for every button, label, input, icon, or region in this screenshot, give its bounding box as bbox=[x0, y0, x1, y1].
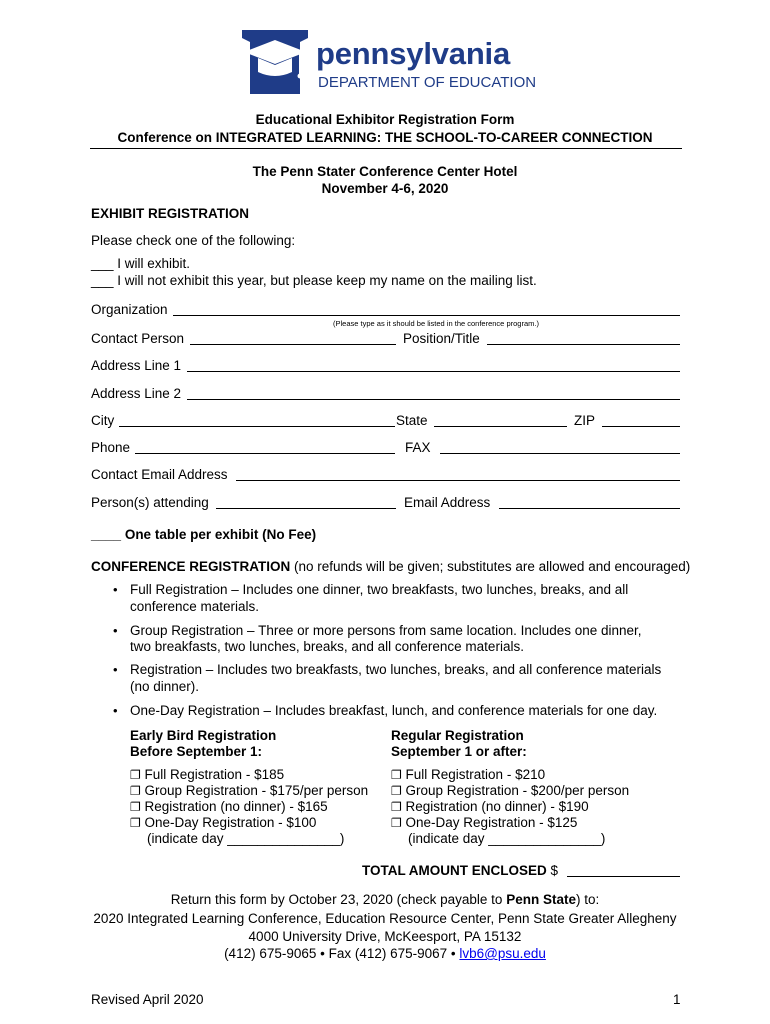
city-field[interactable] bbox=[119, 414, 395, 427]
bullet-text: Group Registration – Three or more persons from same location. Includes one dinner, bbox=[130, 623, 642, 638]
keystone-mortarboard-icon bbox=[238, 28, 312, 98]
contact-email-field[interactable] bbox=[236, 468, 680, 481]
checkbox-icon[interactable]: ❐ bbox=[391, 816, 402, 830]
total-label-text: TOTAL AMOUNT ENCLOSED bbox=[362, 863, 547, 878]
phone-field[interactable] bbox=[135, 441, 395, 454]
early-option-full[interactable]: ❐ Full Registration - $185 bbox=[130, 767, 285, 782]
position-title-field[interactable] bbox=[487, 332, 680, 345]
page-number: 1 bbox=[673, 992, 681, 1007]
return-line-4: (412) 675-9065 • Fax (412) 675-9067 • lvb6@psu.edu bbox=[224, 946, 546, 961]
logo-subtitle: DEPARTMENT OF EDUCATION bbox=[318, 74, 537, 91]
organization-field[interactable] bbox=[173, 303, 680, 316]
venue: The Penn Stater Conference Center Hotel bbox=[252, 164, 518, 179]
state-label: State bbox=[396, 413, 428, 428]
organization-note: (Please type as it should be listed in the conference program.) bbox=[333, 319, 539, 328]
conference-heading-note: (no refunds will be given; substitutes are allowed and encouraged) bbox=[294, 559, 691, 574]
bullet-text: One-Day Registration – Includes breakfast, lunch, and conference materials for one day. bbox=[130, 703, 658, 718]
exhibit-option-2[interactable]: ___ I will not exhibit this year, but please keep my name on the mailing list. bbox=[91, 273, 537, 288]
regular-option-full[interactable]: ❐ Full Registration - $210 bbox=[391, 767, 546, 782]
logo bbox=[238, 28, 538, 100]
email-link[interactable]: lvb6@psu.edu bbox=[459, 946, 546, 961]
total-currency: $ bbox=[550, 863, 559, 878]
bullet-text: Registration – Includes two breakfasts, two lunches, breaks, and all conference materials bbox=[130, 662, 662, 677]
zip-label: ZIP bbox=[574, 413, 596, 428]
table-text: One table per exhibit (No Fee) bbox=[124, 527, 317, 542]
checkbox-icon[interactable]: ❐ bbox=[130, 816, 141, 830]
early-option-one-day[interactable]: ❐ One-Day Registration - $100 bbox=[130, 815, 317, 830]
checkbox-icon[interactable]: ❐ bbox=[391, 768, 402, 782]
regular-option-no-dinner[interactable]: ❐ Registration (no dinner) - $190 bbox=[391, 799, 589, 814]
conference-heading: CONFERENCE REGISTRATION bbox=[91, 559, 291, 574]
conference-title: Conference on INTEGRATED LEARNING: THE SCHOOL-TO-CAREER CONNECTION bbox=[117, 130, 653, 145]
email-address-field[interactable] bbox=[499, 496, 680, 509]
checkbox-icon[interactable]: ❐ bbox=[130, 768, 141, 782]
logo-name: pennsylvania bbox=[316, 36, 511, 71]
return-line-1: Return this form by October 23, 2020 (check payable to Penn State) to: bbox=[170, 892, 600, 907]
conference-heading-row bbox=[91, 559, 690, 575]
total-label bbox=[362, 863, 558, 879]
organization-label: Organization bbox=[91, 302, 168, 317]
total-field[interactable] bbox=[567, 864, 680, 877]
contact-person-field[interactable] bbox=[190, 332, 396, 345]
dates: November 4-6, 2020 bbox=[321, 181, 449, 196]
payee: Penn State bbox=[506, 892, 576, 907]
phone-label: Phone bbox=[91, 440, 131, 455]
bullet-text: Full Registration – Includes one dinner, two breakfasts, two lunches, breaks, and all bbox=[130, 582, 629, 597]
bullet-text: (no dinner). bbox=[130, 679, 200, 694]
regular-option-one-day[interactable]: ❐ One-Day Registration - $125 bbox=[391, 815, 578, 830]
early-heading-2: Before September 1: bbox=[130, 744, 263, 759]
checkbox-icon[interactable]: ❐ bbox=[391, 784, 402, 798]
return-line-2: 2020 Integrated Learning Conference, Education Resource Center, Penn State Greater Allegheny bbox=[93, 911, 677, 926]
table-option[interactable] bbox=[91, 527, 316, 543]
header-rule bbox=[90, 148, 682, 149]
city-label: City bbox=[91, 413, 115, 428]
form-title: Educational Exhibitor Registration Form bbox=[255, 112, 515, 127]
address1-field[interactable] bbox=[187, 359, 680, 372]
regular-heading-2: September 1 or after: bbox=[391, 744, 527, 759]
checkbox-icon[interactable]: ❐ bbox=[130, 784, 141, 798]
position-title-label: Position/Title bbox=[403, 331, 480, 346]
bullet-text: conference materials. bbox=[130, 599, 260, 614]
early-heading-1: Early Bird Registration bbox=[130, 728, 277, 743]
bullet-text: two breakfasts, two lunches, breaks, and all conference materials. bbox=[130, 639, 524, 654]
contact-email-label: Contact Email Address bbox=[91, 467, 228, 482]
exhibit-instruction: Please check one of the following: bbox=[91, 233, 296, 248]
checkbox-icon[interactable]: ❐ bbox=[391, 800, 402, 814]
persons-attending-label: Person(s) attending bbox=[91, 495, 209, 510]
email-address-label: Email Address bbox=[404, 495, 491, 510]
revised-date: Revised April 2020 bbox=[91, 992, 204, 1007]
exhibit-heading: EXHIBIT REGISTRATION bbox=[91, 206, 250, 221]
persons-attending-field[interactable] bbox=[216, 496, 396, 509]
regular-option-group[interactable]: ❐ Group Registration - $200/per person bbox=[391, 783, 630, 798]
early-indicate-day[interactable]: (indicate day _______________) bbox=[147, 831, 345, 846]
checkbox-icon[interactable]: ❐ bbox=[130, 800, 141, 814]
regular-indicate-day[interactable]: (indicate day _______________) bbox=[408, 831, 606, 846]
early-option-no-dinner[interactable]: ❐ Registration (no dinner) - $165 bbox=[130, 799, 328, 814]
zip-field[interactable] bbox=[602, 414, 680, 427]
table-blank: ____ bbox=[91, 527, 122, 542]
regular-heading-1: Regular Registration bbox=[391, 728, 524, 743]
fax-field[interactable] bbox=[440, 441, 680, 454]
early-option-group[interactable]: ❐ Group Registration - $175/per person bbox=[130, 783, 369, 798]
exhibit-option-1[interactable]: ___ I will exhibit. bbox=[91, 256, 191, 271]
return-line-3: 4000 University Drive, McKeesport, PA 15132 bbox=[248, 929, 522, 944]
address2-field[interactable] bbox=[187, 387, 680, 400]
fax-label: FAX bbox=[405, 440, 431, 455]
address1-label: Address Line 1 bbox=[91, 358, 182, 373]
contact-person-label: Contact Person bbox=[91, 331, 185, 346]
state-field[interactable] bbox=[434, 414, 567, 427]
address2-label: Address Line 2 bbox=[91, 386, 182, 401]
